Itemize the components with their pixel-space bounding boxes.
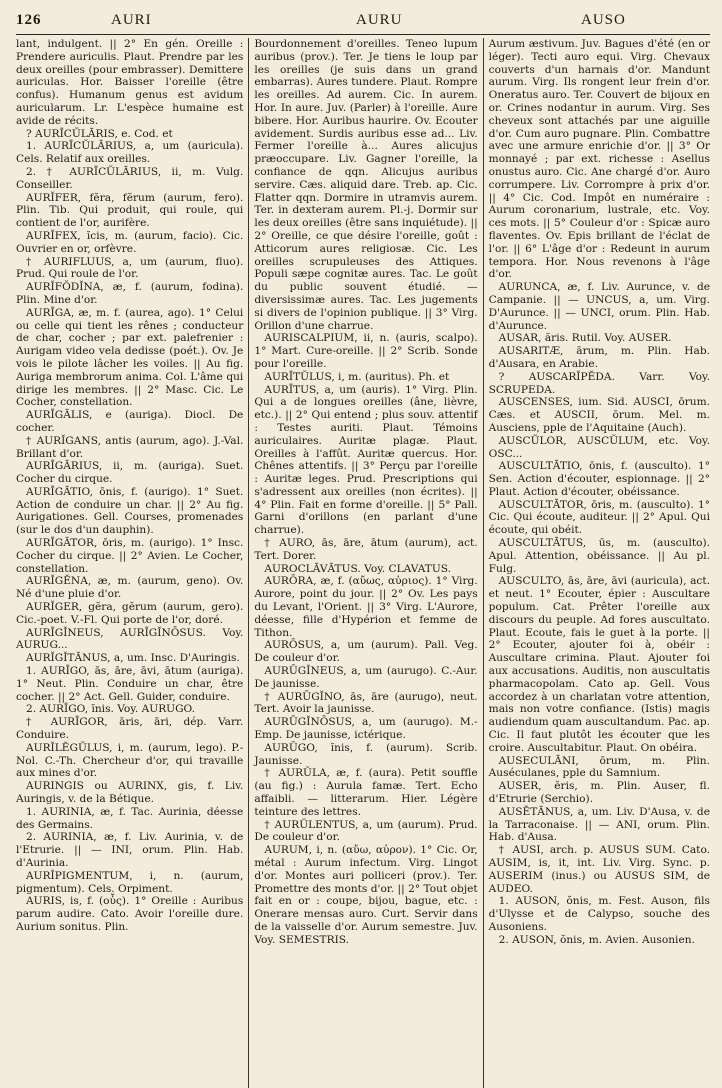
dictionary-entry: AUSER, ĕris, m. Plin. Auser, fl. d'Etrurie (Serchio). — [488, 780, 710, 806]
dictionary-entry: AURINGIS ou AURINX, gis, f. Liv. Auringis, v. de la Bétique. — [16, 780, 244, 806]
dictionary-entry: AUSECULĀNI, ōrum, m. Plin. Auséculanes, pple du Samnium. — [488, 754, 710, 780]
dictionary-entry: 1. AUSON, ŏnis, m. Fest. Auson, fils d'Ulysse et de Calypso, souche des Ausoniens. — [488, 895, 710, 933]
dictionary-entry: AUSCULTĀTUS, ūs, m. (ausculto). Apul. Attention, obéissance. || Au pl. Fulg. — [488, 537, 710, 575]
column-3 — [483, 38, 710, 1088]
column-1 — [16, 38, 248, 1088]
dictionary-entry: † AURŬLA, æ, f. (aura). Petit souffle (au fig.) : Aurula famæ. Tert. Echo affaibli. — litterarum. Hier. Légère teinture des lettres. — [254, 767, 478, 818]
page-header — [16, 12, 710, 35]
dictionary-entry: AURUNCA, æ, f. Liv. Aurunce, v. de Campanie. || — UNCUS, a, um. Virg. D'Aurunce. || — UNCI, orum. Plin. Hab. d'Aurunce. — [488, 281, 710, 332]
dictionary-entry: AURŌSUS, a, um (aurum). Pall. Veg. De couleur d'or. — [254, 639, 478, 665]
dictionary-entry: 2. AUSON, ŏnis, m. Avien. Ausonien. — [498, 933, 695, 946]
dictionary-entry: 2. AURĪGO, ĭnis. Voy. AURUGO. — [26, 703, 195, 716]
dictionary-entry: AUROCLĀVĀTUS. Voy. CLAVATUS. — [264, 562, 452, 575]
dictionary-entry: AURĬPIGMENTUM, i, n. (aurum, pigmentum). Cels. Orpiment. — [16, 869, 244, 895]
dictionary-entry: AURĬFEX, ĭcis, m. (aurum, facio). Cic. Ouvrier en or, orfèvre. — [16, 229, 244, 255]
dictionary-entry: AURŌRA, æ, f. (αὔως, αὐριος). 1° Virg. Aurore, point du jour. || 2° Ov. Les pays du Levant, l'Orient. || 3° Virg. L'Aurore, déesse, fille d'Hypérion et femme de Tithon. — [254, 575, 478, 639]
dictionary-entry: † AUSI, arch. p. AUSUS SUM. Cato. AUSIM, is, it, int. Liv. Virg. Sync. p. AUSERIM (inus.) ou AUSUS SIM, de AUDEO. — [488, 844, 710, 895]
dictionary-entry: AURISCALPIUM, ii, n. (auris, scalpo). 1° Mart. Cure-oreille. || 2° Scrib. Sonde pour l'oreille. — [254, 332, 478, 370]
dictionary-entry: AURĪGĬNEUS, AURĪGĬNŌSUS. Voy. AURUG... — [16, 626, 244, 652]
center-guide-word: AURU — [356, 12, 403, 28]
dictionary-entry: † AURŬLENTUS, a, um (aurum). Prud. De couleur d'or. — [254, 818, 478, 844]
dictionary-entry: AURĪTUS, a, um (auris). 1° Virg. Plin. Qui a de longues oreilles (âne, lièvre, etc.). || 2° Qui entend ; plus souv. attentif : Testes auriti. Plaut. Témoins auriculaires. Auritæ plagæ. Plaut. Oreilles à l'affût. Auritæ quercus. Hor. Chênes attentifs. || 3° Perçu par l'oreille : Auritæ leges. Prud. Prescriptions qui s'adressent aux oreilles (non écrites). || 4° Plin. Fait en forme d'oreille. || 5° Pall. Garni d'orillons (en parlant d'une charrue). — [254, 383, 478, 537]
dictionary-entry: ? AUSCARĬPĔDA. Varr. Voy. SCRUPEDA. — [488, 370, 710, 396]
dictionary-entry: AURĪTŬLUS, i, m. (auritus). Ph. et — [264, 370, 450, 383]
dictionary-entry: AUSCENSES, ium. Sid. AUSCI, ōrum. Cæs. et AUSCII, ōrum. Mel. m. Ausciens, pple de l'Aquitaine (Auch). — [488, 396, 710, 434]
dictionary-entry: AUSAR, ăris. Rutil. Voy. AUSER. — [498, 332, 672, 345]
columns — [16, 38, 710, 1088]
dictionary-entry: AURĪGA, æ, m. f. (aurea, ago). 1° Celui ou celle qui tient les rênes ; conducteur de char, cocher ; par ext. palefrenier : Aurigam video vela dedisse (poét.). Ov. Je vois le pilote lâcher les voiles. || Au fig. Auriga membrorum anima. Col. L'âme qui dirige les membres. || 2° Masc. Cic. Le Cocher, constellation. — [16, 306, 244, 409]
dictionary-entry: † AURIFLUUS, a, um (aurum, fluo). Prud. Qui roule de l'or. — [16, 255, 244, 281]
dictionary-entry: AURĬFER, fĕra, fĕrum (aurum, fero). Plin. Tib. Qui produit, qui roule, qui contient de l'or, aurifère. — [16, 191, 244, 230]
right-guide-word: AUSO — [581, 12, 626, 28]
dictionary-entry: AUSCULTĀTOR, ōris, m. (ausculto). 1° Cic. Qui écoute, auditeur. || 2° Apul. Qui écoute, qui obéit. — [488, 498, 710, 537]
dictionary-entry: Bourdonnement d'oreilles. Teneo lupum auribus (prov.). Ter. Je tiens le loup par les oreilles (je suis dans un grand embarras). Aures tundere. Plaut. Rompre les oreilles. Ad aurem. Cic. In aurem. Hor. In aure. Juv. (Parler) à l'oreille. Aure bibere. Hor. Auribus haurire. Ov. Ecouter avidement. Surdis auribus esse ad... Liv. Fermer l'oreille à... Aures alicujus præoccupare. Liv. Gagner l'oreille, la confiance de qqn. Alicujus auribus servire. Cæs. aliquid dare. Treb. ap. Cic. Flatter qqn. Dormire in utramvis aurem. Ter. in dexteram aurem. Pl.-j. Dormir sur les deux oreilles (être sans inquiétude). || 2° Oreille, ce que désire l'oreille, goût : Atticorum aures religiosæ. Cic. Les oreilles scrupuleuses des Attiques. Populi sæpe cognitæ aures. Tac. Le goût du public souvent étudié. — diversissimæ aures. Tac. Les jugements si divers de l'opinion publique. || 3° Virg. Orillon d'une charrue. — [254, 38, 478, 332]
dictionary-entry: † AURĪGOR, āris, āri, dép. Varr. Conduire. — [16, 716, 244, 742]
dictionary-entry: AUSĒTĀNUS, a, um. Liv. D'Ausa, v. de la Tarraconaise. || — ANI, orum. Plin. Hab. d'Ausa. — [488, 805, 710, 844]
dictionary-entry: 1. AURINIA, æ, f. Tac. Aurinia, déesse des Germains. — [16, 805, 244, 831]
dictionary-entry: 1. AURĪGO, ās, āre, āvi, ātum (auriga). 1° Neut. Plin. Conduire un char, être cocher. || 2° Act. Gell. Guider, conduire. — [16, 665, 244, 703]
dictionary-entry: lant, indulgent. || 2° En gén. Oreille : Prendere auriculis. Plaut. Prendre par les deux oreilles (pour embrasser). Demittere auriculas. Hor. Baisser l'oreille (être confus). Humanum genus est avidum auricularum. Lr. L'espèce humaine est avide de récits. — [16, 38, 244, 127]
dictionary-entry: 1. AURĪCŬLĀRIUS, a, um (auricula). Cels. Relatif aux oreilles. — [16, 140, 244, 166]
dictionary-entry: AURĪGĀRIUS, ii, m. (auriga). Suet. Cocher du cirque. — [16, 460, 244, 486]
dictionary-entry: AURŪGĬNŌSUS, a, um (aurugo). M.-Emp. De jaunisse, ictérique. — [254, 716, 478, 742]
dictionary-entry: AURĬFŎDĬNA, æ, f. (aurum, fodina). Plin. Mine d'or. — [16, 281, 244, 306]
dictionary-entry: † AURO, ās, āre, ātum (aurum), act. Tert. Dorer. — [254, 537, 478, 562]
dictionary-entry: AURĬGĔNA, æ, m. (aurum, geno). Ov. Né d'une pluie d'or. — [16, 575, 244, 601]
dictionary-entry: ? AURĪCŬLĀRIS, e. Cod. et — [26, 127, 173, 140]
dictionary-entry: AURĪGĀTIO, ōnis, f. (aurigo). 1° Suet. Action de conduire un char. || 2° Au fig. Aurigationes. Gell. Courses, promenades (sur le dos d'un dauphin). — [16, 485, 244, 537]
dictionary-entry: AUSARITÆ, ārum, m. Plin. Hab. d'Ausara, en Arabie. — [488, 345, 710, 370]
dictionary-entry: AURĪGĀTOR, ōris, m. (aurigo). 1° Insc. Cocher du cirque. || 2° Avien. Le Cocher, constellation. — [16, 537, 244, 575]
dictionary-entry: AURĬGER, gĕra, gĕrum (aurum, gero). Cic.-poet. V.-Fl. Qui porte de l'or, doré. — [16, 601, 244, 626]
dictionary-entry: Aurum æstivum. Juv. Bagues d'été (en or léger). Tecti auro equi. Virg. Chevaux couverts d'un harnais d'or. Mandunt aurum. Virg. Ils rongent leur frein d'or. Oneratus auro. Ter. Couvert de bijoux en or. Crines nodantur in aurum. Virg. Ses cheveux sont attachés par une aiguille d'or. Cum auro pugnare. Plin. Combattre avec une armure enrichie d'or. || 3° Or monnayé ; par ext. richesse : Asellus onustus auro. Cic. Ane chargé d'or. Auro corrumpere. Liv. Corrompre à prix d'or. || 4° Cic. Cod. Impôt en numéraire : Aurum coronarium, lustrale, etc. Voy. ces mots. || 5° Couleur d'or : Spicæ auro flaventes. Ov. Epis brillant de l'éclat de l'or. || 6° L'âge d'or : Redeunt in aurum tempora. Hor. Nous revenons à l'âge d'or. — [488, 38, 710, 281]
dictionary-entry: † AURŪGĬNO, ās, āre (aurugo), neut. Tert. Avoir la jaunisse. — [254, 690, 478, 716]
dictionary-entry: † AURĬGANS, antis (aurum, ago). J.-Val. Brillant d'or. — [16, 434, 244, 460]
dictionary-entry: AUSCŬLOR, AUSCŬLUM, etc. Voy. OSC... — [488, 434, 710, 460]
dictionary-entry: AURĬGĬTĀNUS, a, um. Insc. D'Auringis. — [26, 652, 240, 665]
dictionary-entry: AURŪGĬNEUS, a, um (aurugo). C.-Aur. De jaunisse. — [254, 665, 478, 690]
dictionary-entry: AURĬLĔGŬLUS, i, m. (aurum, lego). P.-Nol. C.-Th. Chercheur d'or, qui travaille aux mines d'or. — [16, 741, 244, 780]
dictionary-entry: AURĪGĀLIS, e (auriga). Diocl. De cocher. — [16, 409, 244, 434]
dictionary-entry: AUSCULTO, ās, āre, āvi (auricula), act. et neut. 1° Ecouter, épier : Auscultare populum. Cat. Prêter l'oreille aux discours du peuple. Ad fores auscultato. Plaut. Ecoute, fais le guet à la porte. || 2° Ecouter, ajouter foi à, obéir : Auscultare crimina. Plaut. Ajouter foi aux accusations. Auditis, non auscultatis pharmacopolam. Cato ap. Gell. Vous accordez à un charlatan votre attention, mais non votre confiance. (Istis) magis audiendum quam auscultandum. Pac. ap. Cic. Il faut plutôt les écouter que les croire. Auscultabitur. Plaut. On obéira. — [488, 575, 710, 754]
left-guide-word: AURI — [111, 12, 152, 28]
dictionary-entry: AURIS, is, f. (οὖς). 1° Oreille : Auribus parum audire. Cato. Avoir l'oreille dure. Aurium sonitus. Plin. — [16, 895, 244, 933]
dictionary-entry: 2. AURINIA, æ, f. Liv. Aurinia, v. de l'Etrurie. || — INI, orum. Plin. Hab. d'Aurinia. — [16, 831, 244, 869]
column-2 — [248, 38, 482, 1088]
dictionary-entry: 2. † AURĪCŬLĀRIUS, ii, m. Vulg. Conseiller. — [16, 165, 244, 191]
dictionary-entry: AURUM, i, n. (αὔω, αὐρον). 1° Cic. Or, métal : Aurum infectum. Virg. Lingot d'or. Montes auri polliceri (prov.). Ter. Promettre des monts d'or. || 2° Tout objet fait en or : coupe, bijou, bague, etc. : Onerare mensas auro. Curt. Servir dans de la vaisselle d'or. Aurum semestre. Juv. Voy. SEMESTRIS. — [254, 844, 478, 946]
page-number: 126 — [16, 12, 42, 28]
dictionary-entry: AUSCULTĀTIO, ōnis, f. (ausculto). 1° Sen. Action d'écouter, espionnage. || 2° Plaut. Action d'écouter, obéissance. — [488, 460, 710, 498]
dictionary-entry: AURŪGO, ĭnis, f. (aurum). Scrib. Jaunisse. — [254, 741, 478, 767]
